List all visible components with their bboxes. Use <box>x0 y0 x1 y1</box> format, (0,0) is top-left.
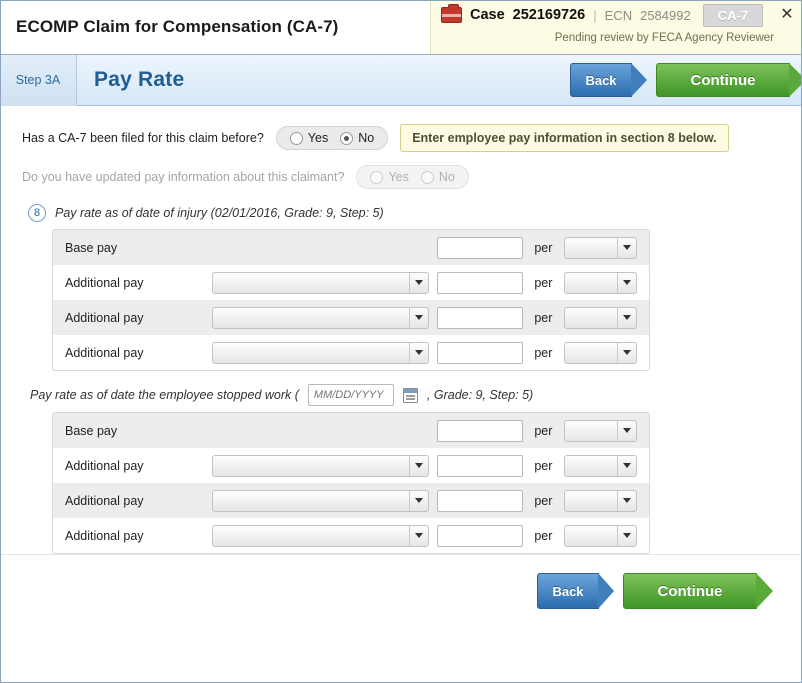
continue-button-bottom[interactable]: Continue <box>623 573 757 609</box>
case-row <box>431 0 802 30</box>
chevron-down-icon <box>409 273 428 293</box>
row-label: Additional pay <box>65 345 144 360</box>
per-label: per <box>534 458 553 473</box>
per-label: per <box>534 275 553 290</box>
additional-pay-amount-input-injury-1[interactable] <box>437 272 523 294</box>
additional-pay-unit-select-stopped-1[interactable] <box>564 455 637 477</box>
table-row <box>53 230 649 265</box>
additional-pay-amount-input-injury-2[interactable] <box>437 307 523 329</box>
chevron-down-icon <box>409 343 428 363</box>
additional-pay-type-select-injury-1[interactable] <box>212 272 429 294</box>
briefcase-icon <box>441 7 462 23</box>
row-label: Additional pay <box>65 310 144 325</box>
pay-rate-injury-table <box>52 229 650 371</box>
row-label: Additional pay <box>65 458 144 473</box>
section-number: 8 <box>28 204 46 222</box>
chevron-down-icon <box>409 491 428 511</box>
page-title: ECOMP Claim for Compensation (CA-7) <box>16 17 339 36</box>
radio-updated-yes-label: Yes <box>388 170 409 184</box>
close-icon[interactable]: ✕ <box>780 4 794 23</box>
stopped-work-date-input[interactable] <box>308 384 394 406</box>
step-actions <box>570 63 790 97</box>
base-pay-unit-select-injury[interactable] <box>564 237 637 259</box>
radio-dot-selected-icon <box>340 132 353 145</box>
form-content <box>0 106 802 636</box>
per-label: per <box>534 493 553 508</box>
case-separator: | <box>593 7 597 23</box>
chevron-down-icon <box>617 308 636 328</box>
stopped-work-suffix: , Grade: 9, Step: 5) <box>426 388 534 402</box>
section-8-header <box>28 204 780 222</box>
pay-rate-stopped-work-table <box>52 412 650 554</box>
additional-pay-unit-select-stopped-3[interactable] <box>564 525 637 547</box>
question-updated-pay-info <box>22 165 780 189</box>
case-info-panel <box>430 0 802 54</box>
row-label: Base pay <box>65 240 118 255</box>
per-label: per <box>534 528 553 543</box>
additional-pay-amount-input-stopped-3[interactable] <box>437 525 523 547</box>
form-footer <box>0 554 802 636</box>
chevron-down-icon <box>409 456 428 476</box>
additional-pay-type-select-stopped-2[interactable] <box>212 490 429 512</box>
stopped-work-heading <box>30 384 780 406</box>
case-number: 252169726 <box>512 7 586 23</box>
row-label: Additional pay <box>65 275 144 290</box>
radio-group-updated-pay <box>356 165 468 189</box>
section-8-title: Pay rate as of date of injury (02/01/2016, Grade: 9, Step: 5) <box>55 206 384 220</box>
back-button-bottom[interactable]: Back <box>537 573 599 609</box>
additional-pay-amount-input-stopped-2[interactable] <box>437 490 523 512</box>
radio-updated-yes <box>370 170 408 184</box>
calendar-icon[interactable] <box>403 388 418 403</box>
case-status: Pending review by FECA Agency Reviewer <box>554 32 774 44</box>
radio-group-ca7-filed[interactable] <box>276 126 388 150</box>
stopped-work-prefix: Pay rate as of date the employee stopped work ( <box>30 388 299 402</box>
per-label: per <box>534 345 553 360</box>
radio-updated-no-label: No <box>438 170 455 184</box>
per-label: per <box>534 310 553 325</box>
step-header <box>0 55 802 106</box>
additional-pay-type-select-injury-3[interactable] <box>212 342 429 364</box>
additional-pay-unit-select-injury-2[interactable] <box>564 307 637 329</box>
additional-pay-type-select-stopped-3[interactable] <box>212 525 429 547</box>
table-row <box>53 335 649 370</box>
footer-actions <box>537 573 757 609</box>
form-badge: CA-7 <box>703 4 763 27</box>
base-pay-amount-input-stopped[interactable] <box>437 420 523 442</box>
case-label: Case <box>470 7 505 23</box>
chevron-down-icon <box>617 491 636 511</box>
chevron-down-icon <box>617 456 636 476</box>
radio-dot-icon <box>421 171 434 184</box>
additional-pay-unit-select-injury-3[interactable] <box>564 342 637 364</box>
additional-pay-type-select-injury-2[interactable] <box>212 307 429 329</box>
question-ca7-filed-before <box>22 124 780 152</box>
ecn-label: ECN <box>604 7 633 23</box>
table-row <box>53 483 649 518</box>
chevron-down-icon <box>617 238 636 258</box>
radio-updated-no <box>421 170 455 184</box>
additional-pay-type-select-stopped-1[interactable] <box>212 455 429 477</box>
base-pay-amount-input-injury[interactable] <box>437 237 523 259</box>
row-label: Additional pay <box>65 493 144 508</box>
step-title: Pay Rate <box>94 68 185 91</box>
table-row <box>53 413 649 448</box>
chevron-down-icon <box>617 421 636 441</box>
table-row <box>53 518 649 553</box>
chevron-down-icon <box>617 343 636 363</box>
ecn-number: 2584992 <box>640 7 691 23</box>
row-label: Base pay <box>65 423 118 438</box>
per-label: per <box>534 423 553 438</box>
chevron-down-icon <box>617 273 636 293</box>
base-pay-unit-select-stopped[interactable] <box>564 420 637 442</box>
question-label: Has a CA-7 been filed for this claim before? <box>22 131 264 145</box>
radio-ca7-yes[interactable] <box>290 131 328 145</box>
step-indicator: Step 3A <box>0 55 77 106</box>
chevron-down-icon <box>409 526 428 546</box>
radio-dot-icon <box>290 132 303 145</box>
back-button-top[interactable]: Back <box>570 63 632 97</box>
additional-pay-unit-select-injury-1[interactable] <box>564 272 637 294</box>
additional-pay-amount-input-stopped-1[interactable] <box>437 455 523 477</box>
per-label: per <box>534 240 553 255</box>
table-row <box>53 300 649 335</box>
chevron-down-icon <box>617 526 636 546</box>
window-titlebar <box>0 0 802 55</box>
radio-ca7-yes-label: Yes <box>307 131 329 145</box>
radio-dot-icon <box>370 171 383 184</box>
additional-pay-amount-input-injury-3[interactable] <box>437 342 523 364</box>
additional-pay-unit-select-stopped-2[interactable] <box>564 490 637 512</box>
radio-ca7-no-label: No <box>358 131 375 145</box>
question-label-disabled: Do you have updated pay information about this claimant? <box>22 170 345 184</box>
continue-button-top[interactable]: Continue <box>656 63 790 97</box>
row-label: Additional pay <box>65 528 144 543</box>
chevron-down-icon <box>409 308 428 328</box>
table-row <box>53 265 649 300</box>
radio-ca7-no[interactable] <box>340 131 374 145</box>
pay-info-hint: Enter employee pay information in section 8 below. <box>400 124 728 152</box>
table-row <box>53 448 649 483</box>
